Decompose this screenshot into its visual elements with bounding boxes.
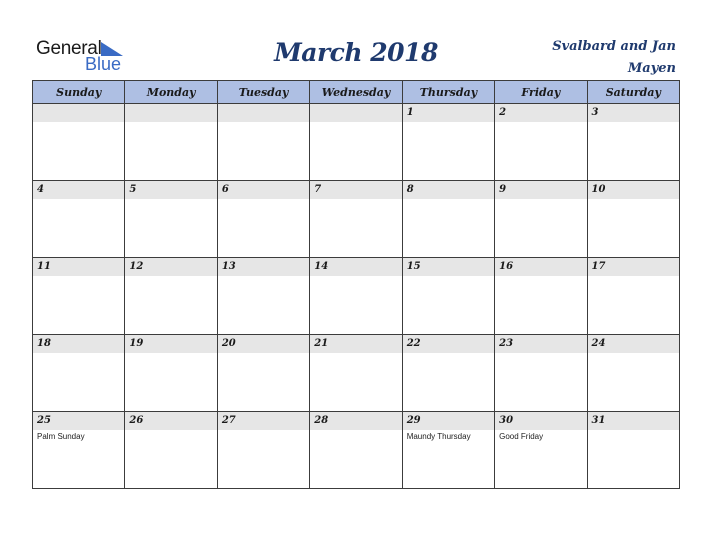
day-cell [33, 335, 125, 412]
day-number: 13 [218, 258, 309, 276]
day-number [33, 104, 124, 122]
day-cell [495, 258, 587, 335]
day-number: 22 [403, 335, 494, 353]
day-cell [310, 181, 402, 258]
day-number: 27 [218, 412, 309, 430]
day-number: 18 [33, 335, 124, 353]
weekday-header: Saturday [587, 81, 679, 104]
day-number: 30 [495, 412, 586, 430]
day-cell [217, 258, 309, 335]
region-name: Svalbard and Jan Mayen [552, 39, 676, 76]
day-number: 24 [588, 335, 679, 353]
day-cell [587, 335, 679, 412]
week-row [33, 104, 680, 181]
day-cell [125, 412, 217, 489]
holiday-label: Good Friday [499, 432, 544, 441]
day-cell [587, 258, 679, 335]
day-number: 8 [403, 181, 494, 199]
day-number: 14 [310, 258, 401, 276]
day-cell [310, 258, 402, 335]
day-number: 15 [403, 258, 494, 276]
holiday-label: Maundy Thursday [406, 432, 471, 441]
weekday-header: Sunday [33, 81, 125, 104]
day-cell [125, 104, 217, 181]
day-cell [33, 181, 125, 258]
day-cell [310, 412, 402, 489]
day-number: 19 [125, 335, 216, 353]
day-number: 9 [495, 181, 586, 199]
week-row [33, 412, 680, 489]
week-row [33, 258, 680, 335]
day-number: 2 [495, 104, 586, 122]
day-cell [33, 258, 125, 335]
day-cell [217, 181, 309, 258]
day-number: 16 [495, 258, 586, 276]
day-cell [310, 335, 402, 412]
day-cell [402, 412, 494, 489]
day-cell [310, 104, 402, 181]
calendar-grid [32, 80, 680, 489]
day-cell [587, 104, 679, 181]
logo-general-text: General [36, 38, 102, 59]
day-number: 20 [218, 335, 309, 353]
day-number: 7 [310, 181, 401, 199]
day-number: 29 [403, 412, 494, 430]
day-number: 4 [33, 181, 124, 199]
day-number: 26 [125, 412, 216, 430]
day-number: 31 [588, 412, 679, 430]
weekday-header: Monday [125, 81, 217, 104]
day-cell [495, 181, 587, 258]
day-number: 12 [125, 258, 216, 276]
weekday-header: Friday [495, 81, 587, 104]
calendar-title: March 2018 [274, 38, 438, 67]
day-cell [587, 181, 679, 258]
day-cell [125, 335, 217, 412]
day-number: 25 [33, 412, 124, 430]
weekday-header: Wednesday [310, 81, 402, 104]
week-row [33, 335, 680, 412]
day-cell [33, 104, 125, 181]
day-number [218, 104, 309, 122]
day-number: 28 [310, 412, 401, 430]
day-cell [217, 335, 309, 412]
day-number: 6 [218, 181, 309, 199]
day-cell [587, 412, 679, 489]
day-cell [495, 335, 587, 412]
day-number: 17 [588, 258, 679, 276]
calendar-body [33, 104, 680, 489]
day-number: 21 [310, 335, 401, 353]
day-number: 10 [588, 181, 679, 199]
day-number [310, 104, 401, 122]
day-number: 1 [403, 104, 494, 122]
day-cell [402, 335, 494, 412]
day-number: 11 [33, 258, 124, 276]
day-number [125, 104, 216, 122]
general-blue-logo [36, 38, 136, 74]
day-cell [495, 412, 587, 489]
day-cell [33, 412, 125, 489]
weekday-header-row [33, 81, 680, 104]
day-cell [495, 104, 587, 181]
day-cell [125, 181, 217, 258]
day-cell [402, 104, 494, 181]
day-cell [402, 181, 494, 258]
day-number: 5 [125, 181, 216, 199]
day-cell [217, 104, 309, 181]
day-cell [125, 258, 217, 335]
week-row [33, 181, 680, 258]
logo-blue-text: Blue [85, 54, 122, 74]
day-number: 3 [588, 104, 679, 122]
day-number: 23 [495, 335, 586, 353]
holiday-label: Palm Sunday [37, 432, 85, 441]
weekday-header: Thursday [402, 81, 494, 104]
day-cell [217, 412, 309, 489]
day-cell [402, 258, 494, 335]
weekday-header: Tuesday [217, 81, 309, 104]
